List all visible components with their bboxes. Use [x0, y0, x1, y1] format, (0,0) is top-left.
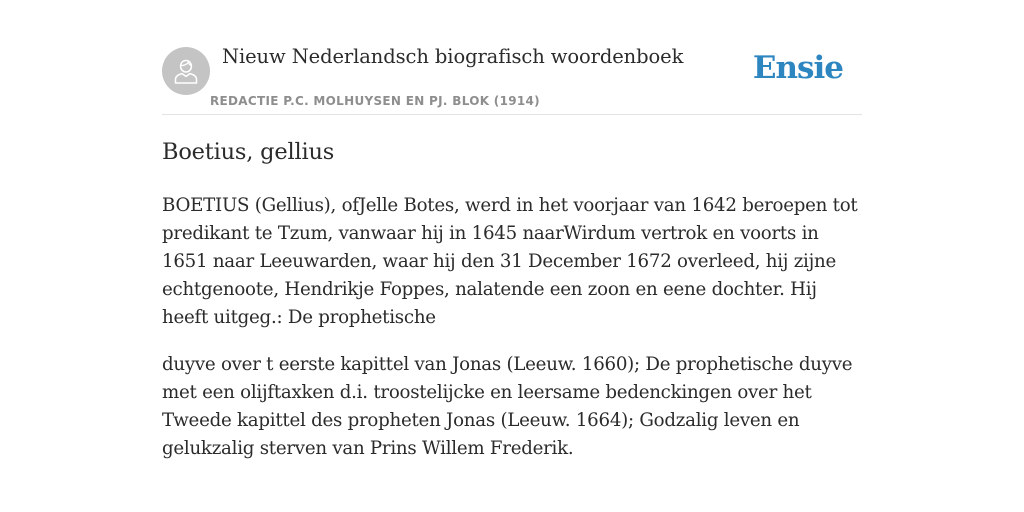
- entry-body: [162, 192, 864, 482]
- book-editors: REDACTIE P.C. MOLHUYSEN EN PJ. BLOK (1914): [210, 94, 540, 108]
- book-title[interactable]: Nieuw Nederlandsch biografisch woordenboek: [222, 45, 684, 68]
- user-icon: [173, 57, 199, 85]
- ensie-logo[interactable]: Ensie: [752, 50, 843, 86]
- entry-title: Boetius, gellius: [162, 139, 335, 165]
- source-header: [162, 44, 862, 115]
- avatar[interactable]: [162, 47, 210, 95]
- entry-paragraph: duyve over t eerste kapittel van Jonas (Leeuw. 1660); De prophetische duyve met een olijftaxken d.i. troostelijcke en leersame bedenckingen over het Tweede kapittel des propheten Jonas (Leeuw. 1664); Godzalig leven en gelukzalig sterven van Prins Willem Frederik.: [162, 354, 853, 459]
- entry-paragraph: BOETIUS (Gellius), ofJelle Botes, werd in het voorjaar van 1642 beroepen tot predikant te Tzum, vanwaar hij in 1645 naarWirdum vertrok en voorts in 1651 naar Leeuwarden, waar hij den 31 December 1672 overleed, hij zijne echtgenoote, Hendrikje Foppes, nalatende een zoon en eene dochter. Hij heeft uitgeg.: De prophetische: [162, 195, 858, 328]
